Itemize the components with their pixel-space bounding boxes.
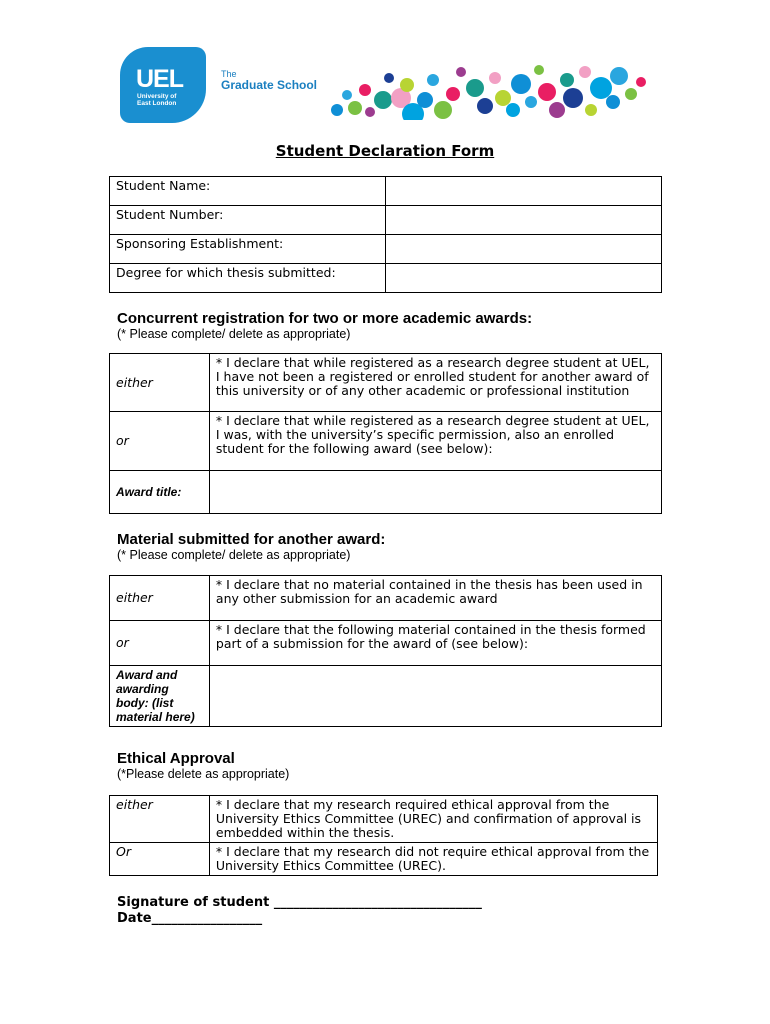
sponsoring-establishment-label: Sponsoring Establishment:	[110, 235, 386, 264]
decorative-dot	[625, 88, 637, 100]
student-name-field[interactable]	[385, 177, 661, 206]
material-note: (* Please complete/ delete as appropriate)	[117, 548, 351, 562]
decorative-dot	[538, 83, 556, 101]
decorative-dot	[495, 90, 511, 106]
concurrent-or-text[interactable]: * I declare that while registered as a research degree student at UEL, I was, with the university’s specific permission, also an enrolled student for the following award (see below):	[209, 412, 661, 471]
decorative-dot	[417, 92, 433, 108]
award-body-field[interactable]	[209, 666, 661, 727]
ethical-or-label: Or	[110, 843, 210, 876]
material-either-label: either	[110, 576, 210, 621]
decorative-dot	[384, 73, 394, 83]
school-name: Graduate School	[221, 78, 318, 92]
ethical-note: (*Please delete as appropriate)	[117, 767, 290, 781]
decorative-dot	[610, 67, 628, 85]
decorative-dot	[348, 101, 362, 115]
award-title-field[interactable]	[209, 471, 661, 514]
decorative-dot	[359, 84, 371, 96]
concurrent-or-label: or	[110, 412, 210, 471]
decorative-dot	[549, 102, 565, 118]
ethical-either-text[interactable]: * I declare that my research required ethical approval from the University Ethics Committee (UREC) and confirmation of approval is embedded within the thesis.	[209, 796, 657, 843]
decorative-dot	[606, 95, 620, 109]
decorative-dot	[342, 90, 352, 100]
ethical-heading: Ethical Approval	[117, 750, 235, 767]
student-name-label: Student Name:	[110, 177, 386, 206]
decorative-dot	[525, 96, 537, 108]
concurrent-table	[109, 353, 662, 514]
decorative-dot	[534, 65, 544, 75]
material-heading: Material submitted for another award:	[117, 531, 386, 548]
uel-logo: UEL University of East London	[120, 47, 206, 123]
award-title-label: Award title:	[110, 471, 210, 514]
decorative-dot	[365, 107, 375, 117]
student-details-table	[109, 176, 662, 293]
decorative-dot	[579, 66, 591, 78]
ethical-or-text[interactable]: * I declare that my research did not require ethical approval from the University Ethics Committee (UREC).	[209, 843, 657, 876]
school-prefix: The	[221, 69, 237, 79]
concurrent-either-label: either	[110, 354, 210, 412]
ethical-table	[109, 795, 658, 876]
degree-field[interactable]	[385, 264, 661, 293]
decorative-dot	[400, 78, 414, 92]
material-either-text[interactable]: * I declare that no material contained in the thesis has been used in any other submission for an academic award	[209, 576, 661, 621]
concurrent-either-text[interactable]: * I declare that while registered as a research degree student at UEL, I have not been a registered or enrolled student for another award of this university or of any other academic or professional institution	[209, 354, 661, 412]
logo-line-1: University of	[137, 93, 177, 100]
decorative-dot	[590, 77, 612, 99]
ethical-either-label: either	[110, 796, 210, 843]
logo-line-2: East London	[137, 100, 177, 107]
decorative-dot	[636, 77, 646, 87]
concurrent-heading: Concurrent registration for two or more academic awards:	[117, 310, 533, 327]
decorative-dot	[446, 87, 460, 101]
material-or-label: or	[110, 621, 210, 666]
student-number-label: Student Number:	[110, 206, 386, 235]
material-or-text[interactable]: * I declare that the following material contained in the thesis formed part of a submission for the award of (see below):	[209, 621, 661, 666]
decorative-dots	[325, 40, 655, 120]
page-title: Student Declaration Form	[275, 142, 495, 160]
decorative-dot	[374, 91, 392, 109]
decorative-dot	[506, 103, 520, 117]
date-line[interactable]: Date_________________	[117, 911, 263, 926]
degree-label: Degree for which thesis submitted:	[110, 264, 386, 293]
sponsoring-establishment-field[interactable]	[385, 235, 661, 264]
decorative-dot	[427, 74, 439, 86]
decorative-dot	[560, 73, 574, 87]
student-number-field[interactable]	[385, 206, 661, 235]
decorative-dot	[585, 104, 597, 116]
decorative-dot	[331, 104, 343, 116]
decorative-dot	[477, 98, 493, 114]
decorative-dot	[489, 72, 501, 84]
concurrent-note: (* Please complete/ delete as appropriate)	[117, 327, 351, 341]
signature-line[interactable]: Signature of student ________________________________	[117, 895, 482, 910]
decorative-dot	[511, 74, 531, 94]
material-table	[109, 575, 662, 727]
decorative-dot	[456, 67, 466, 77]
decorative-dot	[563, 88, 583, 108]
decorative-dot	[434, 101, 452, 119]
decorative-dot	[466, 79, 484, 97]
award-body-label: Award and awarding body: (list material here)	[110, 666, 210, 727]
